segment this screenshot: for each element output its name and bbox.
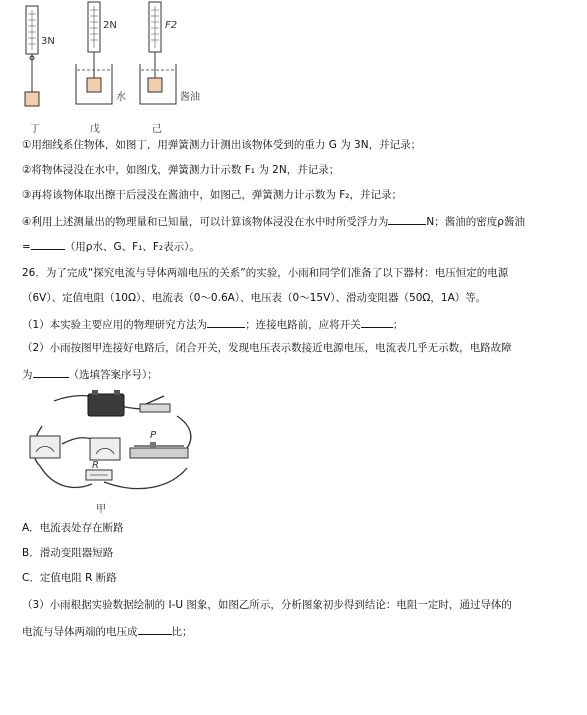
q26-text-2: （6V）、定值电阻（10Ω）、电流表（0～0.6A）、电压表（0～15V）、滑动变阻器（50Ω，1A）等。 [22, 292, 487, 304]
answer-blank-buoyancy[interactable] [388, 213, 426, 225]
voltmeter-icon [30, 436, 60, 458]
q26-part2-text-b: （选填答案序号）； [68, 369, 158, 381]
answer-blank-method[interactable] [207, 316, 245, 328]
spring-scale-figures [0, 0, 587, 140]
rheostat-icon [130, 448, 188, 458]
option-c: C．定值电阻 R 断路 [22, 572, 117, 584]
q26-text-1: 26．为了完成“探究电流与导体两端电压的关系”的实验，小雨和同学们准备了以下器材：电压恒定的电源 [22, 267, 509, 279]
figure-caption-ding: 丁 [30, 124, 40, 135]
q26-part1-text-b: ；连接电路前，应将开关 [245, 319, 361, 331]
spring-scale-ding [25, 6, 39, 106]
spring-scale-wu [76, 2, 112, 104]
circuit-label-resistor: R [92, 460, 99, 471]
circuit-caption: 甲 [96, 504, 106, 515]
step-3-text: ③再将该物体取出擦干后浸没在酱油中，如图己，弹簧测力计示数为 F₂，并记录； [22, 189, 402, 201]
circuit-label-slider: P [150, 430, 157, 441]
q26-part2-text: （2）小雨按图甲连接好电路后，闭合开关，发现电压表示数接近电源电压，电流表几乎无示数，电路故障 [22, 342, 512, 354]
ammeter-icon [90, 438, 120, 460]
figure-caption-wu: 戊 [90, 124, 100, 135]
battery-icon [88, 394, 124, 416]
answer-blank-density[interactable] [31, 238, 65, 250]
step-5-text-a: = [22, 241, 31, 253]
q26-part2-answer-line [22, 366, 158, 382]
answer-blank-switch[interactable] [361, 316, 393, 328]
step-2-text: ②将物体浸没在水中，如图戊，弹簧测力计示数 F₁ 为 2N，并记录； [22, 164, 340, 176]
q26-part3-text-a: 电流与导体两端的电压成 [22, 626, 138, 638]
answer-blank-proportion[interactable] [138, 623, 172, 635]
switch-icon [140, 404, 170, 412]
q26-part3-text: （3）小雨根据实验数据绘制的 I-U 图象，如图乙所示，分析图象初步得到结论：电阻一定时，通过导体的 [22, 599, 512, 611]
spring-reading-ding: 3N [41, 36, 55, 47]
q26-part3-answer-line [22, 623, 193, 639]
option-b: B．滑动变阻器短路 [22, 547, 114, 559]
spring-reading-ji: F2 [165, 20, 178, 31]
step-4-text-a: ④利用上述测量出的物理量和已知量，可以计算该物体浸没在水中时所受浮力为 [22, 216, 389, 228]
step-4-line [22, 213, 525, 229]
figure-caption-ji: 己 [152, 124, 162, 135]
circuit-diagram [22, 386, 222, 506]
beaker-label-soy-sauce: 酱油 [180, 92, 200, 103]
step-4-text-b: N；酱油的密度ρ酱油 [426, 216, 525, 228]
q26-part1-text-a: （1）本实验主要应用的物理研究方法为 [22, 319, 208, 331]
step-5-text-b: （用ρ水、G、F₁、F₂表示）。 [64, 241, 200, 253]
q26-part1-text-c: ； [392, 319, 404, 331]
spring-scale-ji [140, 2, 176, 104]
beaker-label-water: 水 [116, 92, 126, 103]
option-a: A．电流表处存在断路 [22, 522, 124, 534]
answer-blank-fault[interactable] [33, 366, 69, 378]
step-1-text: ①用细线系住物体，如图丁，用弹簧测力计测出该物体受到的重力 G 为 3N，并记录； [22, 139, 422, 151]
q26-part3-text-b: 比； [171, 626, 193, 638]
step-5-line [22, 238, 200, 254]
spring-reading-wu: 2N [103, 20, 117, 31]
q26-part1-line [22, 316, 403, 332]
q26-part2-text-a: 为 [22, 369, 33, 381]
